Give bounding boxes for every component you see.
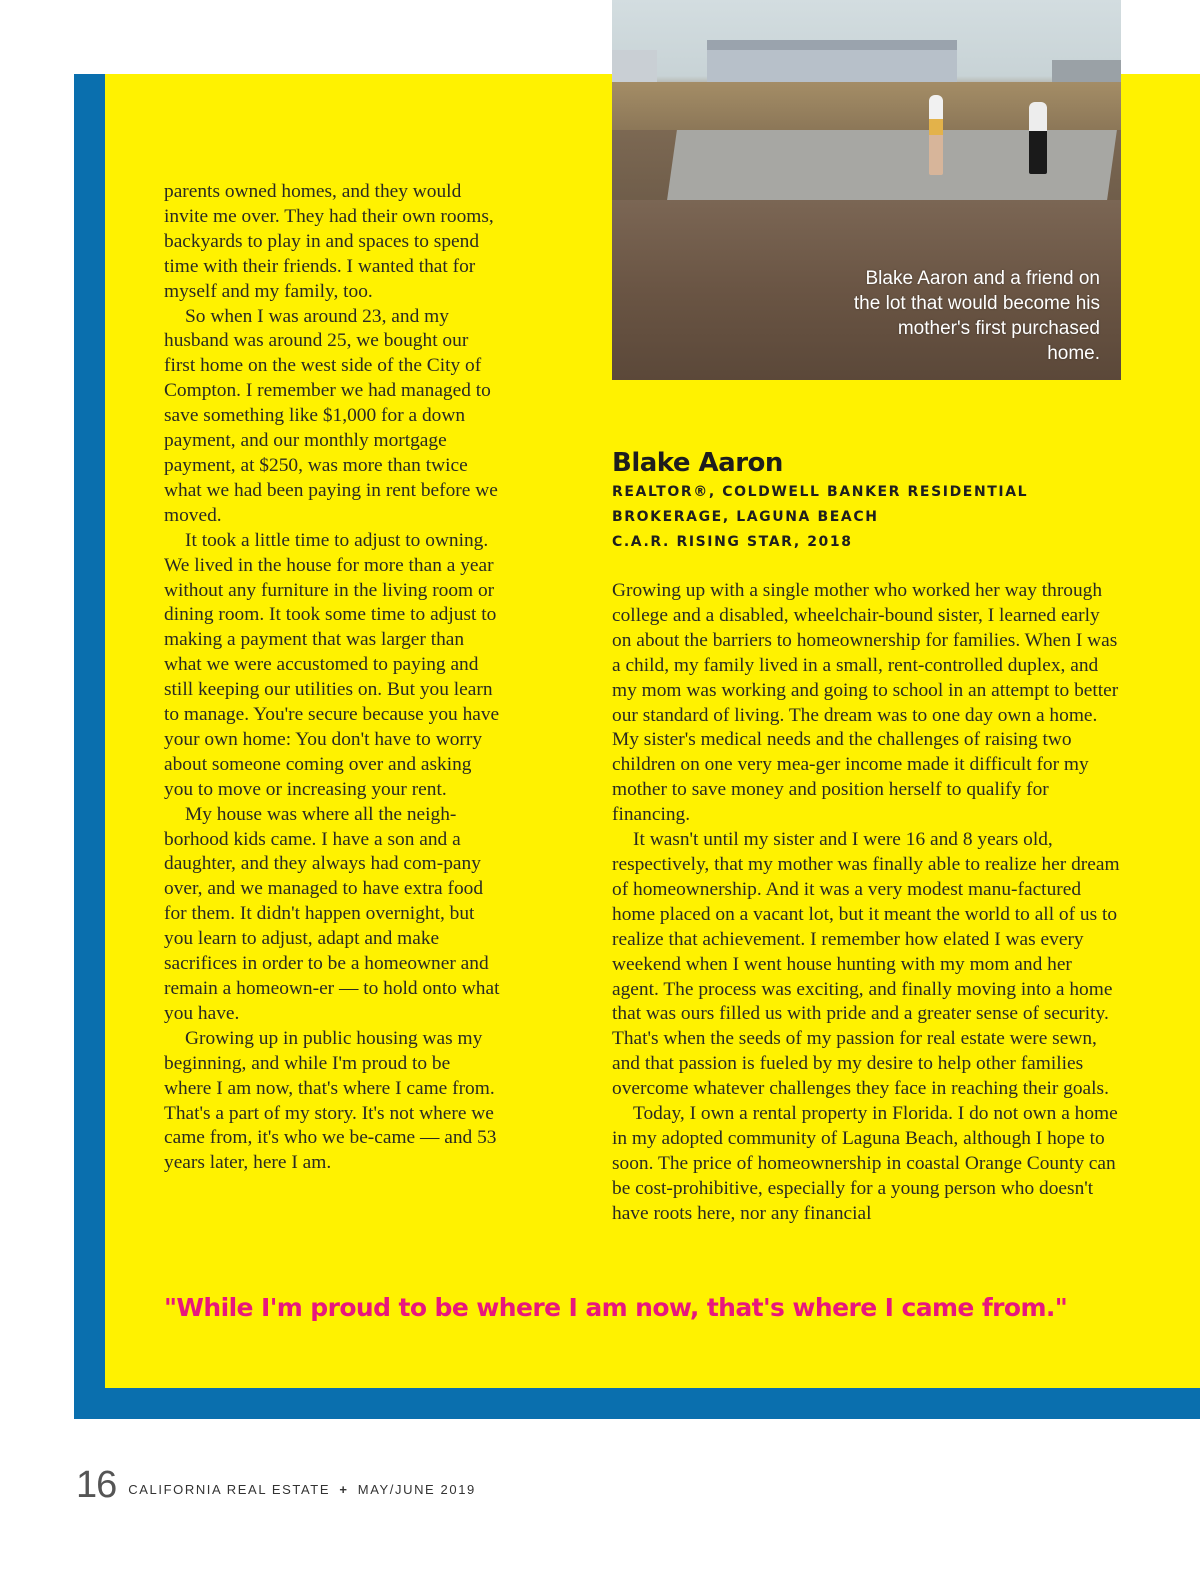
page-number: 16 — [76, 1463, 117, 1506]
page-footer — [76, 1460, 476, 1510]
left-paragraph: It took a little time to adjust to owning. We lived in the house for more than a year without any furniture in the living room or dining room. It took some time to adjust to making a payment that was larger than what we were accustomed to paying and still keeping our utilities on. But you learn to manage. You're secure because you have your own home: You don't have to worry about someone coming over and asking you to move or increasing your rent. — [164, 529, 500, 800]
right-paragraph: Growing up with a single mother who worked her way through college and a disabled, wheelchair-bound sister, I learned early on about the barriers to homeownership for families. When I was a child, my family lived in a small, rent-controlled duplex, and my mom was working and going to school in an attempt to better our standard of living. The dream was to one day own a home. My sister's medical needs and the challenges of raising two children on one very mea-ger income made it difficult for my mother to save money and position herself to qualify for financing. — [612, 580, 1119, 826]
right-paragraph: It wasn't until my sister and I were 16 and 8 years old, respectively, that my mother was finally able to realize her dream of homeownership. And it was a very modest manu-factured home placed on a vacant lot, but it meant the world to all of us to realize that achievement. I remember how elated I was every weekend when I went house hunting with my mom and her agent. The process was exciting, and finally moving into a home that was ours filled us with pride and a greater sense of security. That's when the seeds of my passion for real estate were sewn, and that passion is fueled by my desire to help other families overcome whatever challenges they face in reaching their goals. — [612, 829, 1120, 1100]
photo-child-2 — [1029, 102, 1047, 174]
author-title-line: REALTOR®, COLDWELL BANKER RESIDENTIAL — [612, 484, 1029, 500]
author-title-line: BROKERAGE, LAGUNA BEACH — [612, 509, 879, 525]
left-column — [164, 180, 500, 1176]
photo-caption: Blake Aaron and a friend on the lot that would become his mother's first purchased home. — [853, 268, 1100, 364]
pull-quote: "While I'm proud to be where I am now, that's where I came from." — [164, 1293, 1068, 1322]
author-name: Blake Aaron — [612, 448, 783, 478]
lot-photo — [612, 0, 1121, 380]
right-column — [612, 579, 1120, 1227]
magazine-name: CALIFORNIA REAL ESTATE — [128, 1481, 331, 1497]
frame-bar-left — [74, 74, 105, 1419]
frame-bar-bottom — [74, 1388, 1200, 1419]
right-paragraph: Today, I own a rental property in Florida. I do not own a home in my adopted community of Laguna Beach, although I hope to soon. The price of homeownership in coastal Orange County can be cost-prohibitive, especially for a young person who doesn't have roots here, nor any financial — [612, 1103, 1118, 1224]
left-paragraph: parents owned homes, and they would invite me over. They had their own rooms, backyards to play in and spaces to spend time with their friends. I wanted that for myself and my family, too. — [164, 181, 494, 302]
plus-separator: + — [339, 1481, 349, 1497]
author-byline — [612, 446, 1132, 555]
photo-child-1 — [929, 95, 943, 175]
author-award: C.A.R. RISING STAR, 2018 — [612, 534, 853, 550]
left-paragraph: Growing up in public housing was my beginning, and while I'm proud to be where I am now, that's where I came from. That's a part of my story. It's not where we came from, it's who we be-came — and 53 years later, here I am. — [164, 1027, 497, 1174]
left-paragraph: So when I was around 23, and my husband was around 25, we bought our first home on the west side of the City of Compton. I remember we had managed to save something like $1,000 for a down payment, and our monthly mortgage payment, at $250, was more than twice what we had been paying in rent before we moved. — [164, 305, 498, 526]
photo-gravel-pad — [667, 130, 1117, 200]
issue-date: MAY/JUNE 2019 — [357, 1481, 476, 1497]
left-paragraph: My house was where all the neigh-borhood kids came. I have a son and a daughter, and they always had com-pany over, and we managed to have extra food for them. It didn't happen overnight, but you learn to adjust, adapt and make sacrifices in order to be a homeowner and remain a homeown-er — to hold onto what you have. — [164, 803, 500, 1024]
magazine-issue — [128, 1482, 476, 1497]
